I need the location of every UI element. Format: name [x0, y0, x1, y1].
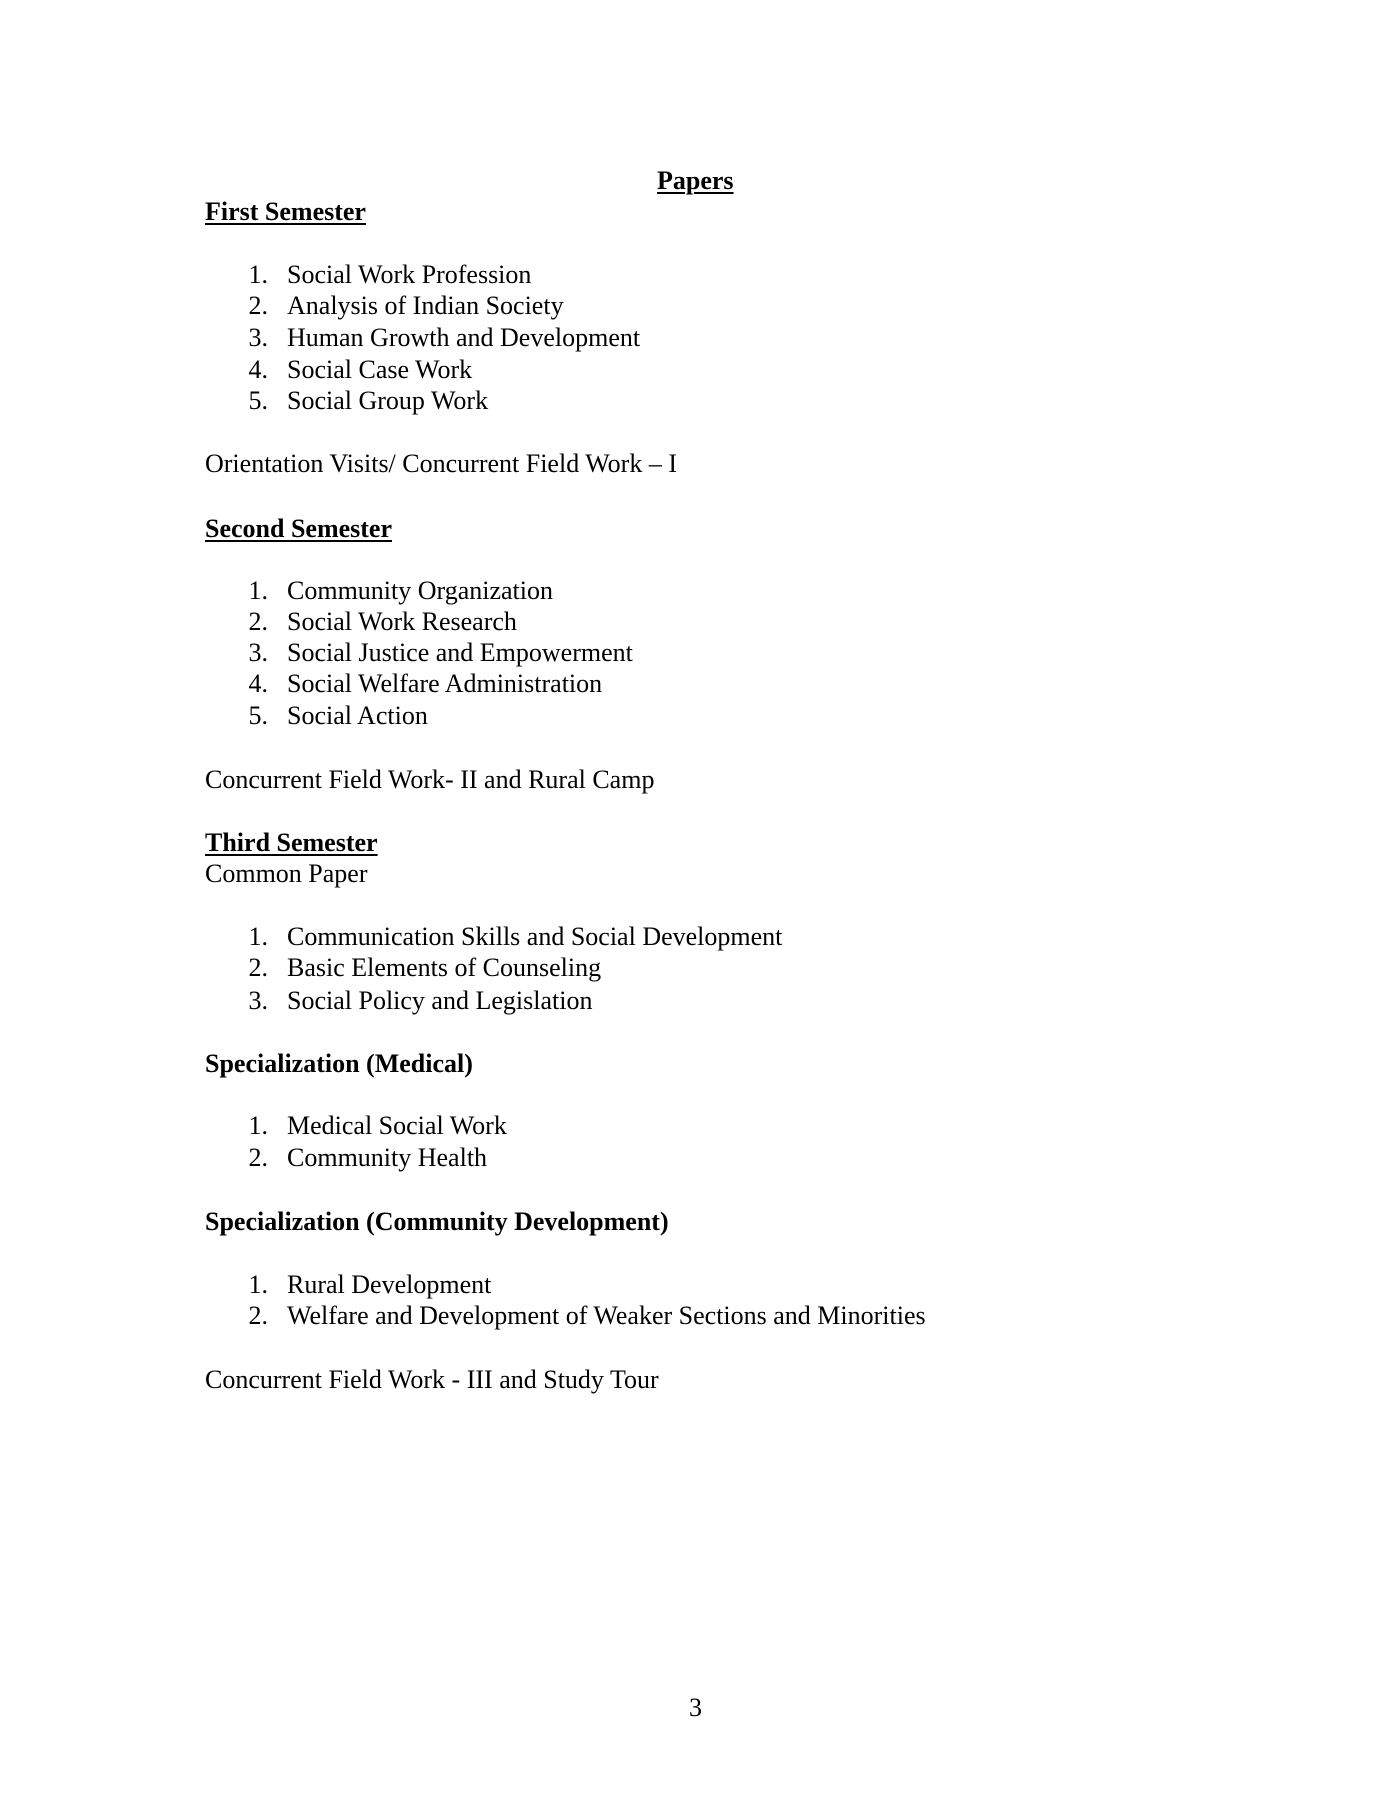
second-semester-note: Concurrent Field Work- II and Rural Camp — [205, 765, 655, 794]
list-item-number: 2. — [248, 953, 268, 982]
list-item: Social Policy and Legislation — [287, 986, 593, 1015]
specialization-cd-heading: Specialization (Community Development) — [205, 1207, 669, 1236]
list-item-number: 5. — [248, 701, 268, 730]
list-item-number: 2. — [248, 1301, 268, 1330]
list-item: Social Action — [287, 701, 428, 730]
list-item-number: 2. — [248, 291, 268, 320]
common-paper-label: Common Paper — [205, 859, 368, 888]
page-number: 3 — [689, 1693, 702, 1722]
list-item: Social Group Work — [287, 386, 489, 415]
list-item-number: 4. — [248, 669, 268, 698]
first-semester-note: Orientation Visits/ Concurrent Field Work – I — [205, 449, 677, 478]
list-item: Analysis of Indian Society — [287, 291, 564, 320]
third-semester-heading: Third Semester — [205, 828, 378, 857]
list-item-number: 5. — [248, 386, 268, 415]
list-item-number: 4. — [248, 355, 268, 384]
list-item-number: 1. — [248, 922, 268, 951]
list-item: Rural Development — [287, 1270, 492, 1299]
list-item: Community Health — [287, 1143, 488, 1172]
page-title: Papers — [657, 166, 734, 195]
list-item-number: 1. — [248, 576, 268, 605]
list-item: Human Growth and Development — [287, 323, 641, 352]
list-item-number: 1. — [248, 1111, 268, 1140]
third-semester-note: Concurrent Field Work - III and Study Tour — [205, 1365, 659, 1394]
list-item-number: 1. — [248, 260, 268, 289]
list-item: Community Organization — [287, 576, 553, 605]
list-item: Communication Skills and Social Development — [287, 922, 783, 951]
list-item: Welfare and Development of Weaker Sections and Minorities — [287, 1301, 926, 1330]
list-item: Social Work Profession — [287, 260, 532, 289]
second-semester-heading: Second Semester — [205, 514, 393, 543]
list-item-number: 1. — [248, 1270, 268, 1299]
list-item-number: 2. — [248, 1143, 268, 1172]
list-item: Social Case Work — [287, 355, 473, 384]
list-item: Social Work Research — [287, 607, 517, 636]
first-semester-heading: First Semester — [205, 197, 366, 226]
list-item: Basic Elements of Counseling — [287, 953, 602, 982]
list-item-number: 2. — [248, 607, 268, 636]
list-item-number: 3. — [248, 638, 268, 667]
list-item: Social Justice and Empowerment — [287, 638, 633, 667]
list-item: Social Welfare Administration — [287, 669, 603, 698]
list-item: Medical Social Work — [287, 1111, 507, 1140]
list-item-number: 3. — [248, 323, 268, 352]
list-item-number: 3. — [248, 986, 268, 1015]
specialization-medical-heading: Specialization (Medical) — [205, 1049, 473, 1078]
